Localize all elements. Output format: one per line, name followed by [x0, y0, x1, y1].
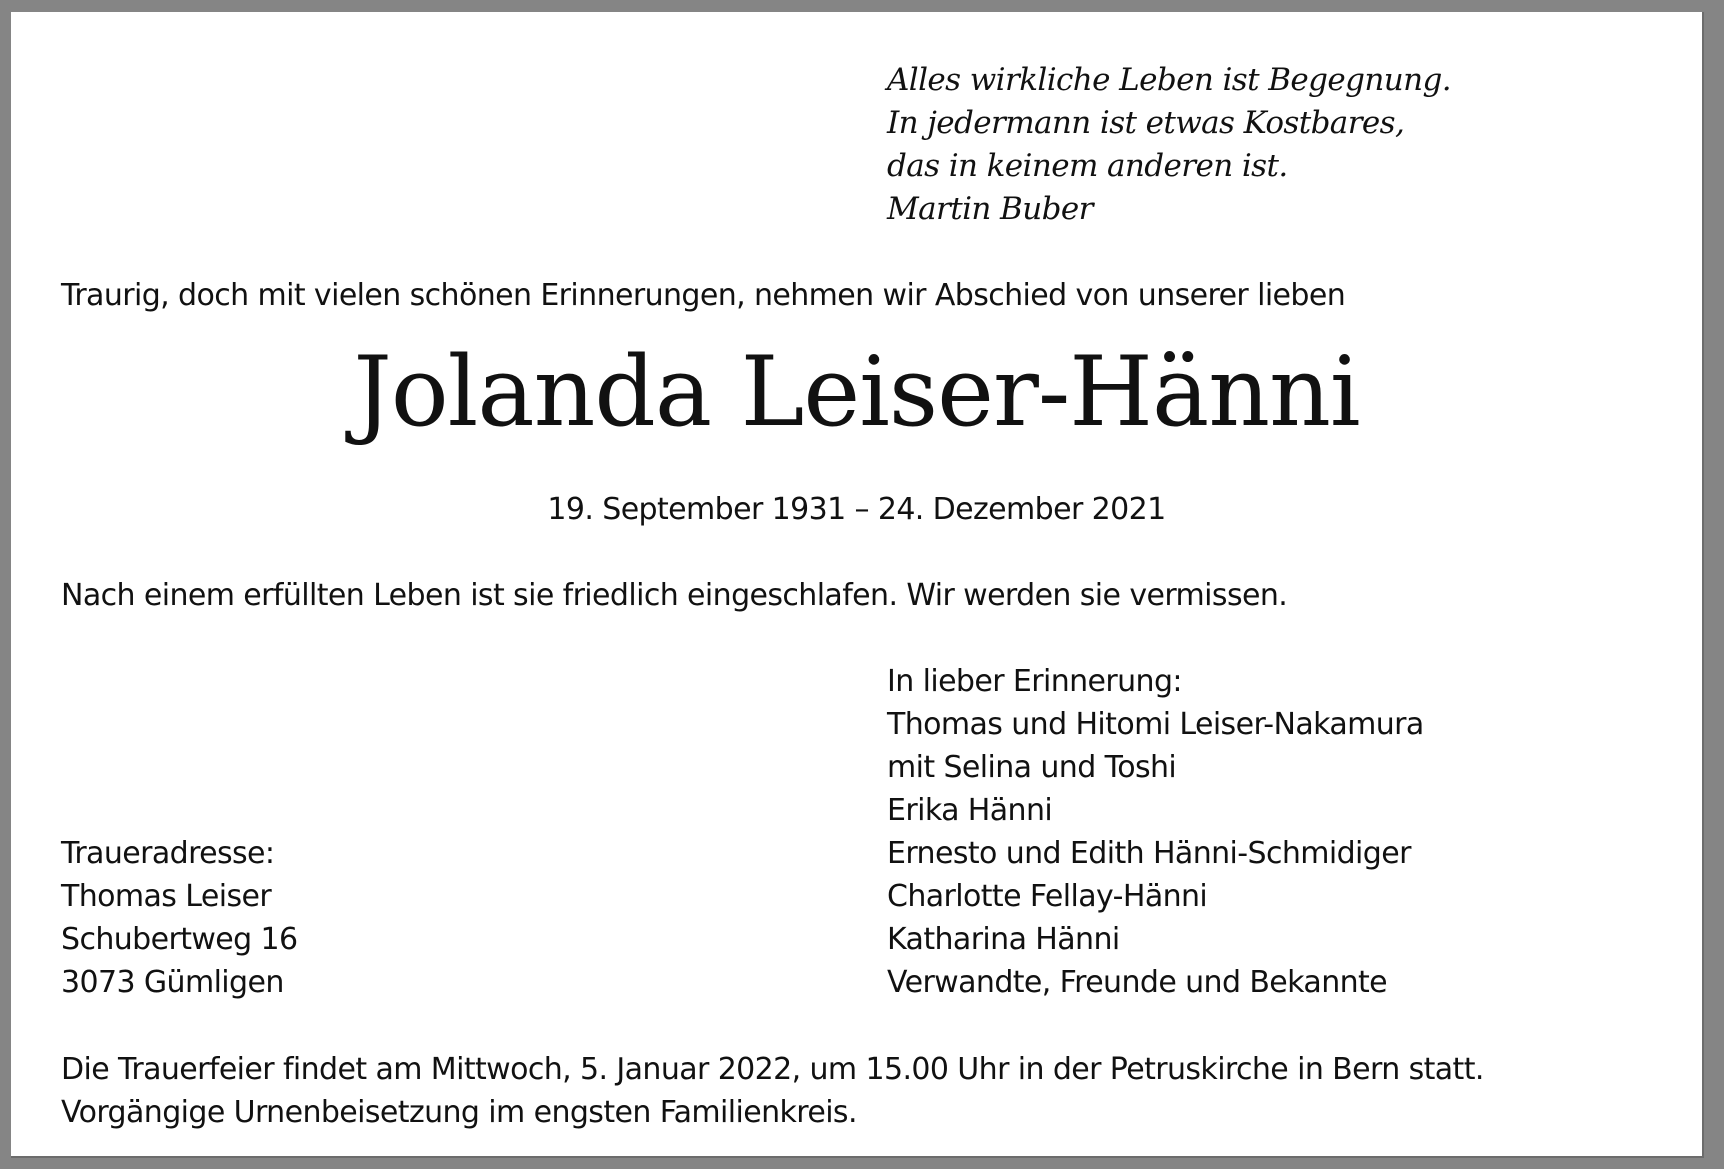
family-member: Ernesto und Edith Hänni-Schmidiger	[887, 836, 1411, 871]
family-member: Charlotte Fellay-Hänni	[887, 879, 1208, 914]
memorial-text: Nach einem erfüllten Leben ist sie friedlich eingeschlafen. Wir werden sie vermissen.	[61, 578, 1288, 613]
quote-line: Alles wirkliche Leben ist Begegnung.	[887, 62, 1451, 98]
family-member: Katharina Hänni	[887, 922, 1120, 957]
address-city: 3073 Gümligen	[61, 965, 284, 1000]
life-dates: 19. September 1931 – 24. Dezember 2021	[547, 492, 1166, 527]
family-list	[887, 660, 1424, 1004]
epigraph-quote	[887, 59, 1451, 231]
family-heading: In lieber Erinnerung:	[887, 664, 1182, 699]
family-member: Verwandte, Freunde und Bekannte	[887, 965, 1388, 1000]
family-member: Thomas und Hitomi Leiser-Nakamura	[887, 707, 1424, 742]
mourning-address	[61, 832, 298, 1004]
obituary-notice	[11, 12, 1704, 1158]
address-street: Schubertweg 16	[61, 922, 298, 957]
intro-text: Traurig, doch mit vielen schönen Erinnerungen, nehmen wir Abschied von unserer lieben	[61, 278, 1346, 313]
address-heading: Traueradresse:	[61, 836, 275, 871]
deceased-name: Jolanda Leiser-Hänni	[353, 336, 1360, 448]
burial-note: Vorgängige Urnenbeisetzung im engsten Familienkreis.	[61, 1095, 857, 1130]
quote-author: Martin Buber	[887, 191, 1093, 227]
ceremony-info	[61, 1048, 1484, 1134]
ceremony-details: Die Trauerfeier findet am Mittwoch, 5. Januar 2022, um 15.00 Uhr in der Petruskirche in Bern statt.	[61, 1052, 1484, 1087]
quote-line: das in keinem anderen ist.	[887, 148, 1288, 184]
family-member: mit Selina und Toshi	[887, 750, 1177, 785]
family-member: Erika Hänni	[887, 793, 1053, 828]
quote-line: In jedermann ist etwas Kostbares,	[887, 105, 1405, 141]
address-name: Thomas Leiser	[61, 879, 272, 914]
